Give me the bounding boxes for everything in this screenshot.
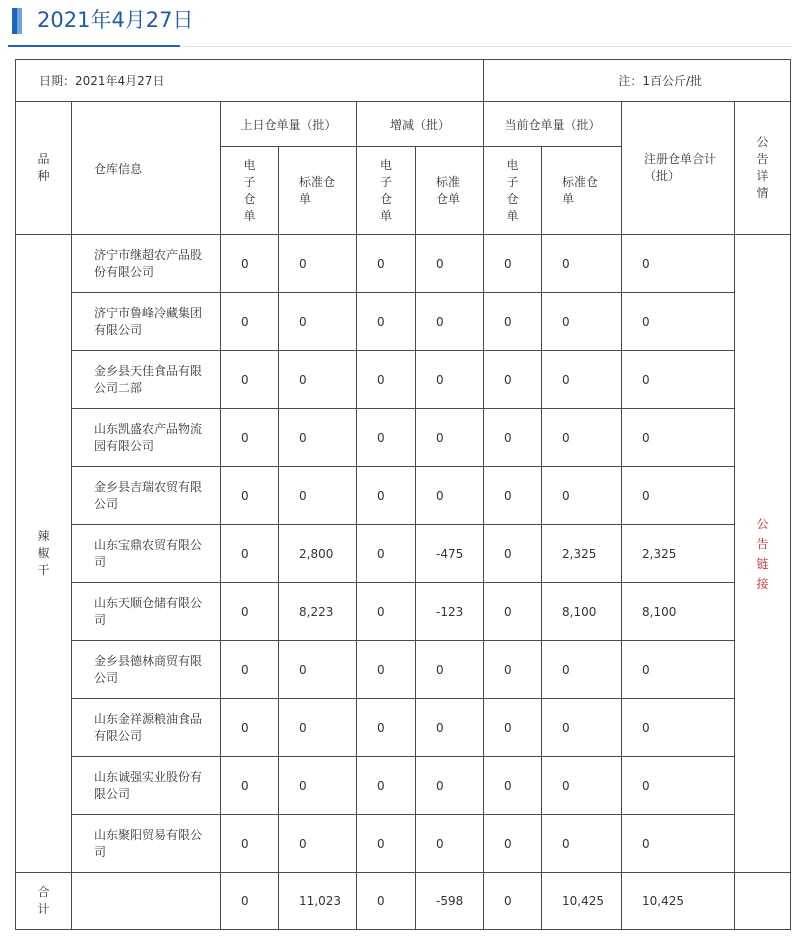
total-current-standard: 10,425 [542,873,622,930]
warehouse-name: 山东聚阳贸易有限公司 [72,815,221,873]
current-electronic-value: 0 [484,641,542,699]
warehouse-name: 金乡县天佳食品有限公司二部 [72,351,221,409]
warehouse-receipt-table [15,59,791,930]
table-row [16,583,791,641]
prev-standard-value: 2,800 [279,525,357,583]
warehouse-name: 山东金祥源粮油食品有限公司 [72,699,221,757]
registered-total-value: 0 [622,235,735,293]
prev-electronic-value: 0 [221,293,279,351]
header-registered-total: 注册仓单合计（批） [622,102,735,235]
header-change: 增减（批） [357,102,484,147]
title-underline [8,45,180,47]
registered-total-value: 0 [622,409,735,467]
page-title: 2021年4月27日 [37,8,194,32]
change-electronic-value: 0 [357,409,416,467]
prev-standard-value: 0 [279,409,357,467]
table-row [16,815,791,873]
warehouse-name: 山东天顺仓储有限公司 [72,583,221,641]
unit-note: 注：1百公斤/批 [484,60,791,102]
header-prev-standard: 标准仓单 [279,147,357,235]
table-row [16,409,791,467]
current-electronic-value: 0 [484,525,542,583]
current-standard-value: 0 [542,815,622,873]
warehouse-name: 济宁市鲁峰冷藏集团有限公司 [72,293,221,351]
current-electronic-value: 0 [484,293,542,351]
table-row [16,699,791,757]
notice-link[interactable]: 公告链接 [735,235,791,873]
current-standard-value: 0 [542,641,622,699]
change-standard-value: -475 [416,525,484,583]
variety-cell: 辣椒干 [16,235,72,873]
header-current-electronic: 电子仓单 [484,147,542,235]
prev-standard-value: 0 [279,467,357,525]
table-row [16,351,791,409]
change-standard-value: 0 [416,815,484,873]
header-change-standard: 标准仓单 [416,147,484,235]
registered-total-value: 0 [622,757,735,815]
total-warehouse-empty [72,873,221,930]
total-row [16,873,791,930]
prev-electronic-value: 0 [221,351,279,409]
current-electronic-value: 0 [484,757,542,815]
table-row [16,467,791,525]
registered-total-value: 8,100 [622,583,735,641]
change-electronic-value: 0 [357,351,416,409]
change-electronic-value: 0 [357,467,416,525]
prev-standard-value: 0 [279,815,357,873]
registered-total-value: 0 [622,815,735,873]
current-standard-value: 0 [542,293,622,351]
header-divider [180,46,792,47]
header-current-standard: 标准仓单 [542,147,622,235]
total-prev-standard: 11,023 [279,873,357,930]
warehouse-name: 山东宝鼎农贸有限公司 [72,525,221,583]
header-warehouse: 仓库信息 [72,102,221,235]
total-change-electronic: 0 [357,873,416,930]
prev-standard-value: 0 [279,293,357,351]
prev-standard-value: 0 [279,699,357,757]
total-current-electronic: 0 [484,873,542,930]
registered-total-value: 0 [622,641,735,699]
header-change-electronic: 电子仓单 [357,147,416,235]
current-electronic-value: 0 [484,351,542,409]
change-standard-value: 0 [416,757,484,815]
change-electronic-value: 0 [357,525,416,583]
table-row [16,293,791,351]
title-accent-bar [12,8,22,34]
prev-standard-value: 0 [279,351,357,409]
change-standard-value: 0 [416,235,484,293]
prev-electronic-value: 0 [221,235,279,293]
registered-total-value: 0 [622,293,735,351]
prev-electronic-value: 0 [221,641,279,699]
change-electronic-value: 0 [357,757,416,815]
prev-electronic-value: 0 [221,815,279,873]
change-electronic-value: 0 [357,583,416,641]
prev-electronic-value: 0 [221,525,279,583]
registered-total-value: 0 [622,467,735,525]
prev-standard-value: 0 [279,757,357,815]
current-electronic-value: 0 [484,409,542,467]
total-label: 合计 [16,873,72,930]
current-standard-value: 0 [542,467,622,525]
prev-electronic-value: 0 [221,409,279,467]
prev-standard-value: 0 [279,641,357,699]
change-standard-value: 0 [416,641,484,699]
table-row [16,235,791,293]
header-prev-day: 上日仓单量（批） [221,102,357,147]
current-electronic-value: 0 [484,467,542,525]
change-standard-value: 0 [416,699,484,757]
header-current: 当前仓单量（批） [484,102,622,147]
prev-electronic-value: 0 [221,757,279,815]
header-notice: 公告详情 [735,102,791,235]
current-standard-value: 0 [542,235,622,293]
registered-total-value: 2,325 [622,525,735,583]
current-electronic-value: 0 [484,235,542,293]
current-standard-value: 0 [542,351,622,409]
current-standard-value: 8,100 [542,583,622,641]
table-row [16,641,791,699]
change-electronic-value: 0 [357,293,416,351]
current-standard-value: 0 [542,757,622,815]
change-standard-value: 0 [416,351,484,409]
warehouse-name: 金乡县吉瑞农贸有限公司 [72,467,221,525]
current-standard-value: 0 [542,699,622,757]
warehouse-name: 济宁市继超农产品股份有限公司 [72,235,221,293]
prev-standard-value: 0 [279,235,357,293]
change-electronic-value: 0 [357,235,416,293]
change-electronic-value: 0 [357,641,416,699]
warehouse-name: 山东诚强实业股份有限公司 [72,757,221,815]
total-notice-empty [735,873,791,930]
prev-electronic-value: 0 [221,467,279,525]
page-header [0,0,800,48]
change-standard-value: 0 [416,293,484,351]
prev-electronic-value: 0 [221,699,279,757]
current-electronic-value: 0 [484,583,542,641]
current-electronic-value: 0 [484,815,542,873]
change-electronic-value: 0 [357,815,416,873]
header-variety: 品种 [16,102,72,235]
warehouse-name: 山东凯盛农产品物流园有限公司 [72,409,221,467]
header-prev-electronic: 电子仓单 [221,147,279,235]
prev-standard-value: 8,223 [279,583,357,641]
current-standard-value: 0 [542,409,622,467]
warehouse-name: 金乡县德林商贸有限公司 [72,641,221,699]
table-row [16,757,791,815]
table-row [16,525,791,583]
change-standard-value: 0 [416,409,484,467]
registered-total-value: 0 [622,351,735,409]
prev-electronic-value: 0 [221,583,279,641]
total-prev-electronic: 0 [221,873,279,930]
total-registered: 10,425 [622,873,735,930]
current-electronic-value: 0 [484,699,542,757]
change-electronic-value: 0 [357,699,416,757]
total-change-standard: -598 [416,873,484,930]
change-standard-value: -123 [416,583,484,641]
date-label: 日期：2021年4月27日 [16,60,484,102]
change-standard-value: 0 [416,467,484,525]
registered-total-value: 0 [622,699,735,757]
current-standard-value: 2,325 [542,525,622,583]
